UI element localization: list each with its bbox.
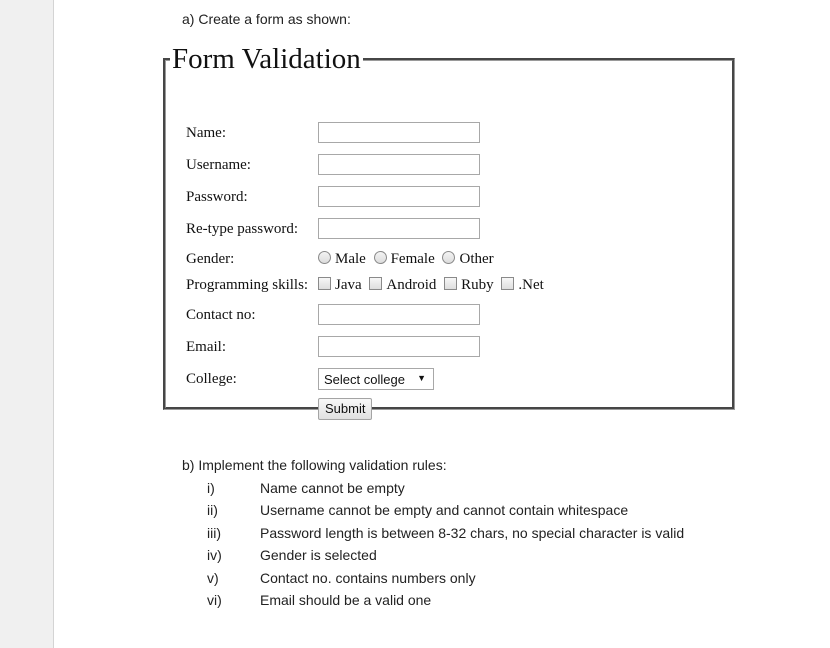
retype-password-label: Re-type password: bbox=[186, 221, 299, 237]
gender-label: Gender: bbox=[186, 251, 235, 267]
college-select[interactable] bbox=[318, 368, 434, 390]
gender-option-other[interactable]: Other bbox=[442, 251, 493, 268]
email-input[interactable] bbox=[318, 336, 480, 357]
email-label: Email: bbox=[186, 339, 226, 355]
gender-option-male[interactable]: Male bbox=[318, 251, 366, 268]
retype-password-input[interactable] bbox=[318, 218, 480, 239]
skill-option-android[interactable]: Android bbox=[369, 277, 436, 294]
part-b-section bbox=[182, 454, 685, 612]
checkbox-java[interactable] bbox=[318, 277, 331, 290]
college-select-value: Select college bbox=[324, 372, 405, 387]
part-a-instruction: a) Create a form as shown: bbox=[182, 11, 351, 27]
chevron-down-icon: ▼ bbox=[417, 373, 426, 383]
skills-label: Programming skills: bbox=[186, 277, 309, 293]
checkbox-ruby[interactable] bbox=[444, 277, 457, 290]
name-label: Name: bbox=[186, 125, 226, 141]
college-label: College: bbox=[186, 371, 237, 387]
username-label: Username: bbox=[186, 157, 251, 173]
checkbox-android[interactable] bbox=[369, 277, 382, 290]
radio-male[interactable] bbox=[318, 251, 331, 264]
radio-other[interactable] bbox=[442, 251, 455, 264]
rule-item: vi) Email should be a valid one bbox=[207, 592, 432, 608]
skill-option-ruby[interactable]: Ruby bbox=[444, 277, 494, 294]
password-input[interactable] bbox=[318, 186, 480, 207]
part-b-heading: b) Implement the following validation rules: bbox=[182, 457, 447, 473]
password-label: Password: bbox=[186, 189, 248, 205]
contact-input[interactable] bbox=[318, 304, 480, 325]
gender-option-female[interactable]: Female bbox=[374, 251, 435, 268]
skill-option-java[interactable]: Java bbox=[318, 277, 362, 294]
username-input[interactable] bbox=[318, 154, 480, 175]
rule-item: v) Contact no. contains numbers only bbox=[207, 569, 476, 586]
name-input[interactable] bbox=[318, 122, 480, 143]
checkbox-net[interactable] bbox=[501, 277, 514, 290]
rule-item: i) Name cannot be empty bbox=[207, 479, 405, 496]
page-margin-gutter bbox=[0, 0, 54, 648]
rule-item: ii) Username cannot be empty and cannot contain whitespace bbox=[207, 502, 629, 518]
form-legend: Form Validation bbox=[172, 43, 361, 75]
submit-button[interactable]: Submit bbox=[318, 398, 372, 420]
form-validation-fieldset bbox=[163, 43, 735, 416]
skill-option-net[interactable]: .Net bbox=[501, 277, 543, 294]
contact-label: Contact no: bbox=[186, 307, 256, 323]
rule-item: iv) Gender is selected bbox=[207, 547, 377, 563]
rule-item: iii) Password length is between 8-32 chars, no special character is valid bbox=[207, 524, 685, 541]
radio-female[interactable] bbox=[374, 251, 387, 264]
